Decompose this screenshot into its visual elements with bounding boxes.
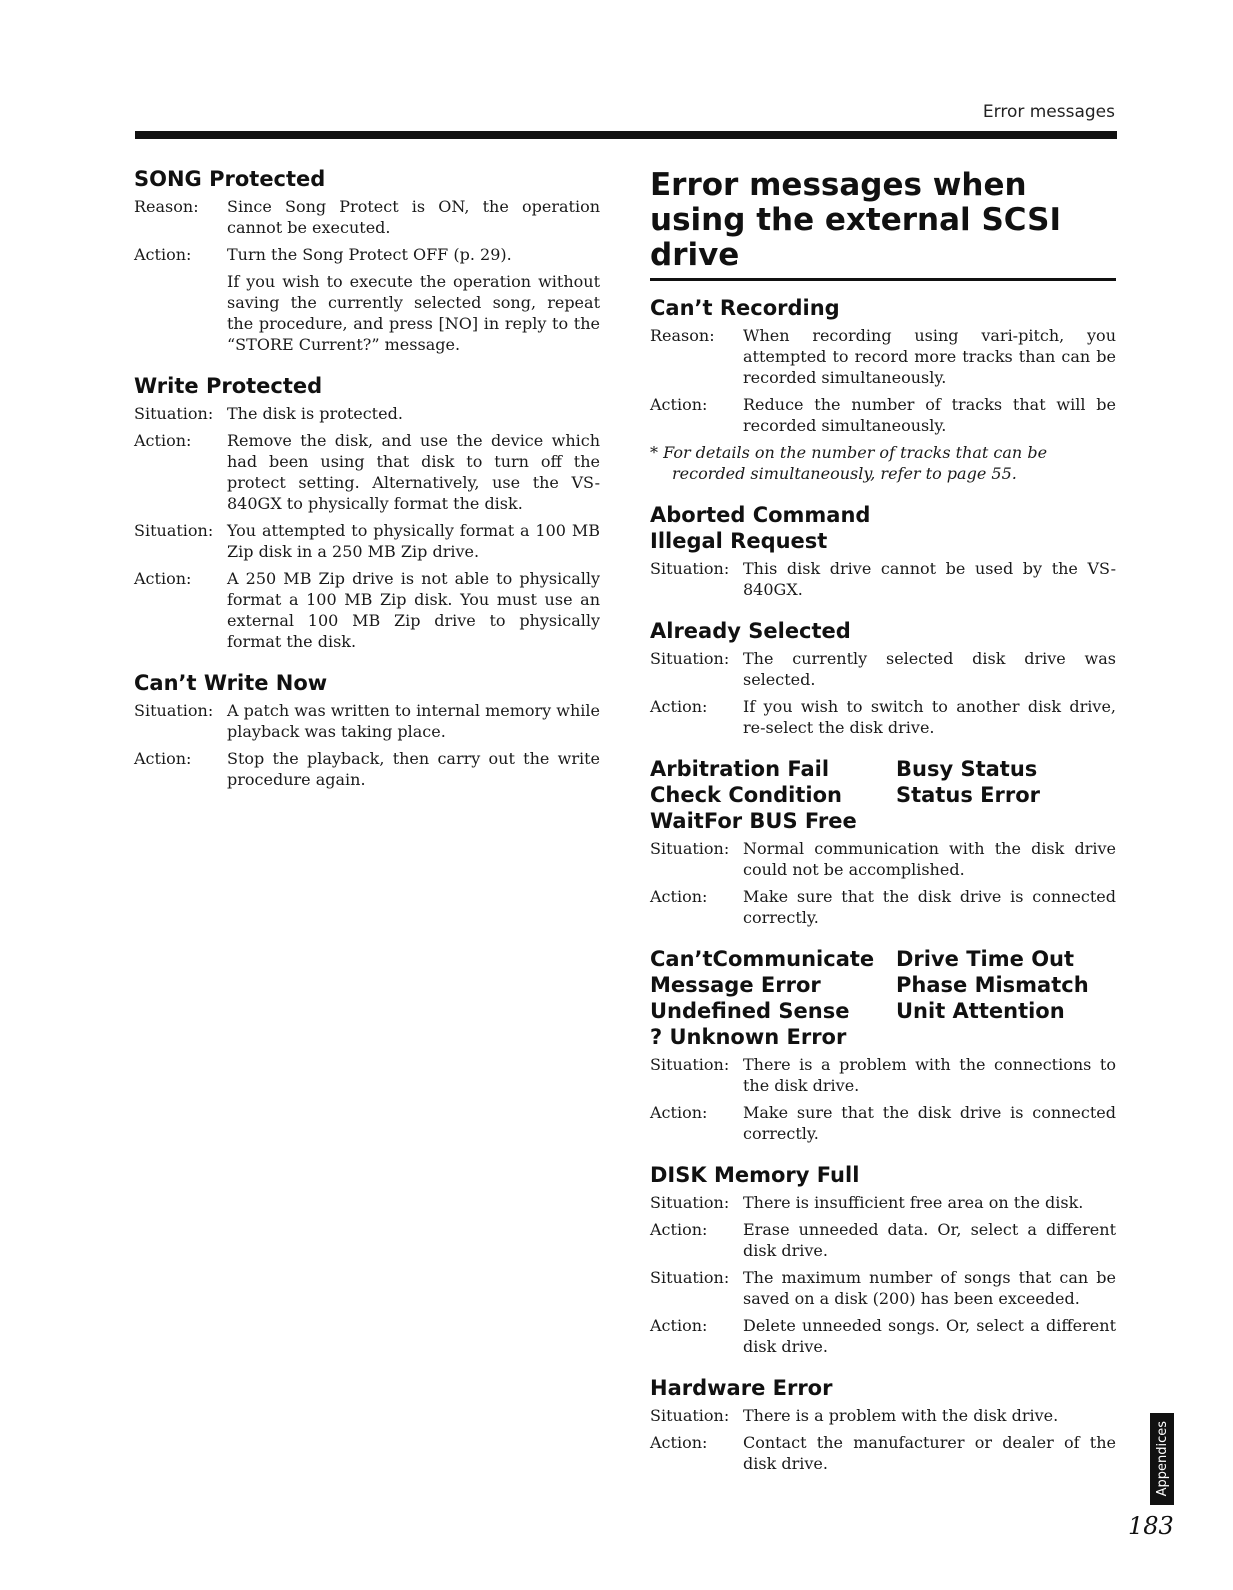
entry-heading: Arbitration Fail xyxy=(650,757,830,781)
entry-heading: Unit Attention xyxy=(896,999,1065,1023)
row-label: Situation: xyxy=(650,1193,730,1212)
entry-row xyxy=(650,1405,1116,1426)
cant-recording-entry xyxy=(650,295,1116,484)
row-text: There is insufficient free area on the disk. xyxy=(743,1193,1084,1212)
entry-row xyxy=(134,244,600,265)
header-rule xyxy=(135,131,1117,139)
entry-row xyxy=(650,696,1116,738)
entry-heading: SONG Protected xyxy=(134,167,326,191)
entry-row xyxy=(650,558,1116,600)
arbitration-fail-entry xyxy=(650,756,1116,928)
entry-row xyxy=(134,196,600,238)
row-text: If you wish to execute the operation without saving the currently selected song, repeat the procedure, and press [NO] in reply to the “STORE Current?” message. xyxy=(227,272,600,354)
row-label: Situation: xyxy=(134,701,214,720)
entry-heading: Status Error xyxy=(896,783,1040,807)
entry-row xyxy=(650,1219,1116,1261)
row-label: Action: xyxy=(650,1103,708,1122)
row-text: There is a problem with the disk drive. xyxy=(743,1406,1059,1425)
row-text: Erase unneeded data. Or, select a different disk drive. xyxy=(743,1220,1116,1260)
entry-heading: ? Unknown Error xyxy=(650,1025,847,1049)
row-text: When recording using vari-pitch, you attempted to record more tracks than can be recorded simultaneously. xyxy=(743,326,1116,387)
row-text: There is a problem with the connections to the disk drive. xyxy=(743,1055,1116,1095)
row-label: Action: xyxy=(134,431,192,450)
section-title: Error messages when using the external SCSI drive xyxy=(650,168,1116,281)
row-label: Situation: xyxy=(650,559,730,578)
entry-heading: Illegal Request xyxy=(650,529,828,553)
entry-row xyxy=(650,1315,1116,1357)
row-label: Situation: xyxy=(650,839,730,858)
row-text: Contact the manufacturer or dealer of the disk drive. xyxy=(743,1433,1116,1473)
aborted-command-entry xyxy=(650,502,1116,600)
entry-heading: Phase Mismatch xyxy=(896,973,1089,997)
cant-write-now-entry xyxy=(134,670,600,790)
heading-grid xyxy=(650,756,1116,834)
disk-memory-full-entry xyxy=(650,1162,1116,1357)
row-text: Turn the Song Protect OFF (p. 29). xyxy=(227,245,512,264)
row-label: Situation: xyxy=(650,1406,730,1425)
row-label: Action: xyxy=(134,569,192,588)
entry-row xyxy=(650,394,1116,436)
row-text: Remove the disk, and use the device which had been using that disk to turn off the protect setting. Alternatively, use the VS-840GX to physically format the disk. xyxy=(227,431,600,513)
entry-row xyxy=(134,700,600,742)
entry-heading: Message Error xyxy=(650,973,821,997)
entry-row xyxy=(134,403,600,424)
entry-row xyxy=(134,271,600,355)
row-text: Stop the playback, then carry out the write procedure again. xyxy=(227,749,600,789)
row-label: Situation: xyxy=(134,404,214,423)
row-label: Reason: xyxy=(650,326,715,345)
entry-row xyxy=(650,1102,1116,1144)
entry-row xyxy=(650,1192,1116,1213)
appendices-tab-label: Appendices xyxy=(1154,1421,1170,1497)
row-text: Since Song Protect is ON, the operation cannot be executed. xyxy=(227,197,600,237)
row-text: You attempted to physically format a 100 MB Zip disk in a 250 MB Zip drive. xyxy=(227,521,600,561)
row-text: This disk drive cannot be used by the VS-840GX. xyxy=(743,559,1116,599)
row-text: The maximum number of songs that can be saved on a disk (200) has been exceeded. xyxy=(743,1268,1116,1308)
entry-heading: Busy Status xyxy=(896,757,1038,781)
already-selected-entry xyxy=(650,618,1116,738)
row-label: Action: xyxy=(650,395,708,414)
entry-heading: Already Selected xyxy=(650,619,851,643)
entry-heading: Can’t Recording xyxy=(650,296,840,320)
row-label: Action: xyxy=(134,749,192,768)
write-protected-entry xyxy=(134,373,600,652)
entry-row xyxy=(650,648,1116,690)
footnote: * For details on the number of tracks that can be recorded simultaneously, refer to page 55. xyxy=(650,443,1048,483)
row-text: Reduce the number of tracks that will be recorded simultaneously. xyxy=(743,395,1116,435)
entry-row xyxy=(134,568,600,652)
entry-heading: Hardware Error xyxy=(650,1376,833,1400)
entry-heading: Can’tCommunicate xyxy=(650,947,875,971)
heading-grid xyxy=(650,946,1116,1050)
page-number: 183 xyxy=(1128,1512,1174,1540)
row-label: Reason: xyxy=(134,197,199,216)
entry-row xyxy=(650,1267,1116,1309)
entry-row xyxy=(134,430,600,514)
row-label: Action: xyxy=(650,697,708,716)
running-head: Error messages xyxy=(982,102,1115,122)
song-protected-entry xyxy=(134,166,600,355)
row-text: A patch was written to internal memory while playback was taking place. xyxy=(227,701,600,741)
cant-communicate-entry xyxy=(650,946,1116,1144)
row-text: The disk is protected. xyxy=(227,404,403,423)
entry-heading: Undefined Sense xyxy=(650,999,850,1023)
row-text: Make sure that the disk drive is connected correctly. xyxy=(743,887,1116,927)
entry-heading: Can’t Write Now xyxy=(134,671,328,695)
row-label xyxy=(134,271,227,355)
row-label: Situation: xyxy=(134,521,214,540)
row-label: Action: xyxy=(650,1220,708,1239)
row-label: Action: xyxy=(650,1433,708,1452)
row-text: The currently selected disk drive was selected. xyxy=(743,649,1116,689)
row-label: Action: xyxy=(134,245,192,264)
entry-row xyxy=(134,520,600,562)
row-text: If you wish to switch to another disk drive, re-select the disk drive. xyxy=(743,697,1116,737)
row-label: Situation: xyxy=(650,1055,730,1074)
row-text: Make sure that the disk drive is connected correctly. xyxy=(743,1103,1116,1143)
entry-heading: Drive Time Out xyxy=(896,947,1075,971)
entry-row xyxy=(650,886,1116,928)
right-column xyxy=(650,168,1116,1492)
entry-heading: WaitFor BUS Free xyxy=(650,809,857,833)
entry-row xyxy=(650,325,1116,388)
entry-heading: Write Protected xyxy=(134,374,323,398)
row-text: A 250 MB Zip drive is not able to physically format a 100 MB Zip disk. You must use an external 100 MB Zip drive to physically format the disk. xyxy=(227,569,600,651)
appendices-tab xyxy=(1150,1413,1174,1505)
hardware-error-entry xyxy=(650,1375,1116,1474)
row-label: Action: xyxy=(650,1316,708,1335)
left-column xyxy=(134,166,600,808)
entry-heading: Check Condition xyxy=(650,783,842,807)
row-text: Normal communication with the disk drive could not be accomplished. xyxy=(743,839,1116,879)
entry-row xyxy=(134,748,600,790)
entry-row xyxy=(650,838,1116,880)
row-label: Situation: xyxy=(650,1268,730,1287)
row-label: Action: xyxy=(650,887,708,906)
row-label: Situation: xyxy=(650,649,730,668)
entry-heading: Aborted Command xyxy=(650,503,871,527)
entry-row xyxy=(650,1054,1116,1096)
row-text: Delete unneeded songs. Or, select a different disk drive. xyxy=(743,1316,1116,1356)
entry-row xyxy=(650,1432,1116,1474)
entry-heading: DISK Memory Full xyxy=(650,1163,860,1187)
